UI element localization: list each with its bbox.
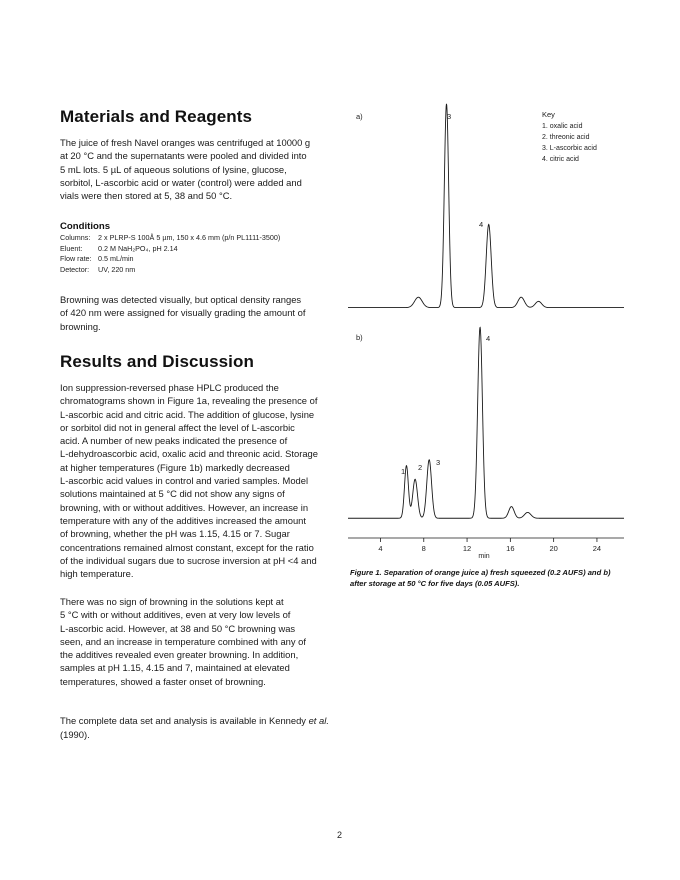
figure-caption: Figure 1. Separation of orange juice a) fresh squeezed (0.2 AUFS) and b) after storage at 50 °C for five days (0.05 AUFS). (350, 568, 611, 588)
key-item: 4. citric acid (542, 156, 579, 163)
peak-label-4-a: 4 (479, 220, 484, 229)
condition-label: Eluent: (60, 243, 83, 253)
x-tick-label: 8 (421, 544, 426, 553)
materials-heading: Materials and Reagents (60, 107, 253, 126)
condition-row (60, 254, 280, 265)
condition-row (60, 244, 280, 255)
results-paragraph-2: There was no sign of browning in the solutions kept at 5 °C with or without additives, even at very low levels of L-ascorbic acid. However, at 38 and 50 °C browning was seen, and an increase in temperature combined with any of the additives revealed even greater browning. In addition, samples at pH 1.15, 4.15 and 7, maintained at elevated temperatures, showed a faster onset of browning. (60, 596, 306, 687)
key-title: Key (542, 110, 555, 119)
x-tick-label: 24 (592, 544, 602, 553)
x-tick-label: 12 (462, 544, 472, 553)
panel-a-label: a) (356, 112, 363, 121)
condition-value: UV, 220 nm (98, 265, 136, 275)
key-item: 3. L-ascorbic acid (542, 145, 597, 152)
condition-value: 0.2 M NaH₂PO₄, pH 2.14 (98, 243, 178, 253)
condition-row (60, 265, 280, 276)
materials-paragraph: The juice of fresh Navel oranges was centrifuged at 10000 g at 20 °C and the supernatants were pooled and divided into 5 mL lots. 5 µL of aqueous solutions of lysine, glucose, sorbitol, L-ascorbic acid or water (control) were added and vials were then stored at 5, 38 and 50 °C. (60, 137, 311, 202)
peak-label-2-b: 2 (418, 463, 423, 472)
reference-text: The complete data set and analysis is available in Kennedy (60, 715, 309, 727)
condition-row (60, 233, 280, 244)
condition-label: Columns: (60, 233, 91, 242)
peak-label-3-b: 3 (436, 458, 441, 467)
figure-key (542, 110, 597, 163)
browning-paragraph: Browning was detected visually, but optical density ranges of 420 nm were assigned for visually grading the amount of browning. (60, 294, 306, 332)
page-number: 2 (337, 830, 343, 840)
x-tick-label: 4 (378, 544, 383, 553)
reference-italic: et al. (308, 715, 329, 727)
key-item: 2. threonic acid (542, 134, 590, 141)
conditions-list (60, 233, 280, 276)
x-tick-label: 16 (506, 544, 515, 553)
peak-label-3-a: 3 (447, 112, 452, 121)
results-paragraph-1: Ion suppression-reversed phase HPLC produced the chromatograms shown in Figure 1a, revealing the presence of L-ascorbic acid and citric acid. The addition of glucose, lysine or sorbitol did not in general affect the level of L-ascorbic acid. A number of new peaks indicated the presence of L-dehydroascorbic acid, oxalic acid and threonic acid. Storage at higher temperatures (Figure 1b) markedly decreased L-ascorbic acid values in control and varied samples. Model solutions maintained at 5 °C did not show any signs of browning, with or without additives. However, an increase in temperature with any of the additives increased the amount of browning, whether the pH was 1.15, 4.15 or 7. Sugar concentrations remained almost constant, except for the ratio of the individual sugars due to sucrose inversion at pH <4 and high temperature. (60, 382, 318, 580)
condition-label: Detector: (60, 265, 90, 275)
peak-label-1-b: 1 (401, 467, 406, 476)
panel-b-label: b) (356, 333, 363, 342)
conditions-block (60, 221, 280, 276)
trace-b-line (348, 327, 624, 518)
x-axis-label: min (478, 553, 490, 560)
x-tick-label: 20 (549, 544, 558, 553)
conditions-title: Conditions (60, 221, 111, 232)
condition-value: 2 x PLRP-S 100Å 5 µm, 150 x 4.6 mm (p/n PL1111-3500) (98, 233, 281, 242)
reference-year: (1990). (60, 728, 90, 740)
condition-value: 0.5 mL/min (98, 254, 134, 264)
key-item: 1. oxalic acid (542, 123, 583, 130)
results-heading: Results and Discussion (60, 352, 254, 371)
peak-label-4-b: 4 (486, 334, 491, 343)
condition-label: Flow rate: (60, 254, 92, 264)
results-paragraph-3 (60, 701, 340, 741)
chromatogram-figure (340, 100, 630, 562)
x-axis-ticks (378, 538, 601, 553)
